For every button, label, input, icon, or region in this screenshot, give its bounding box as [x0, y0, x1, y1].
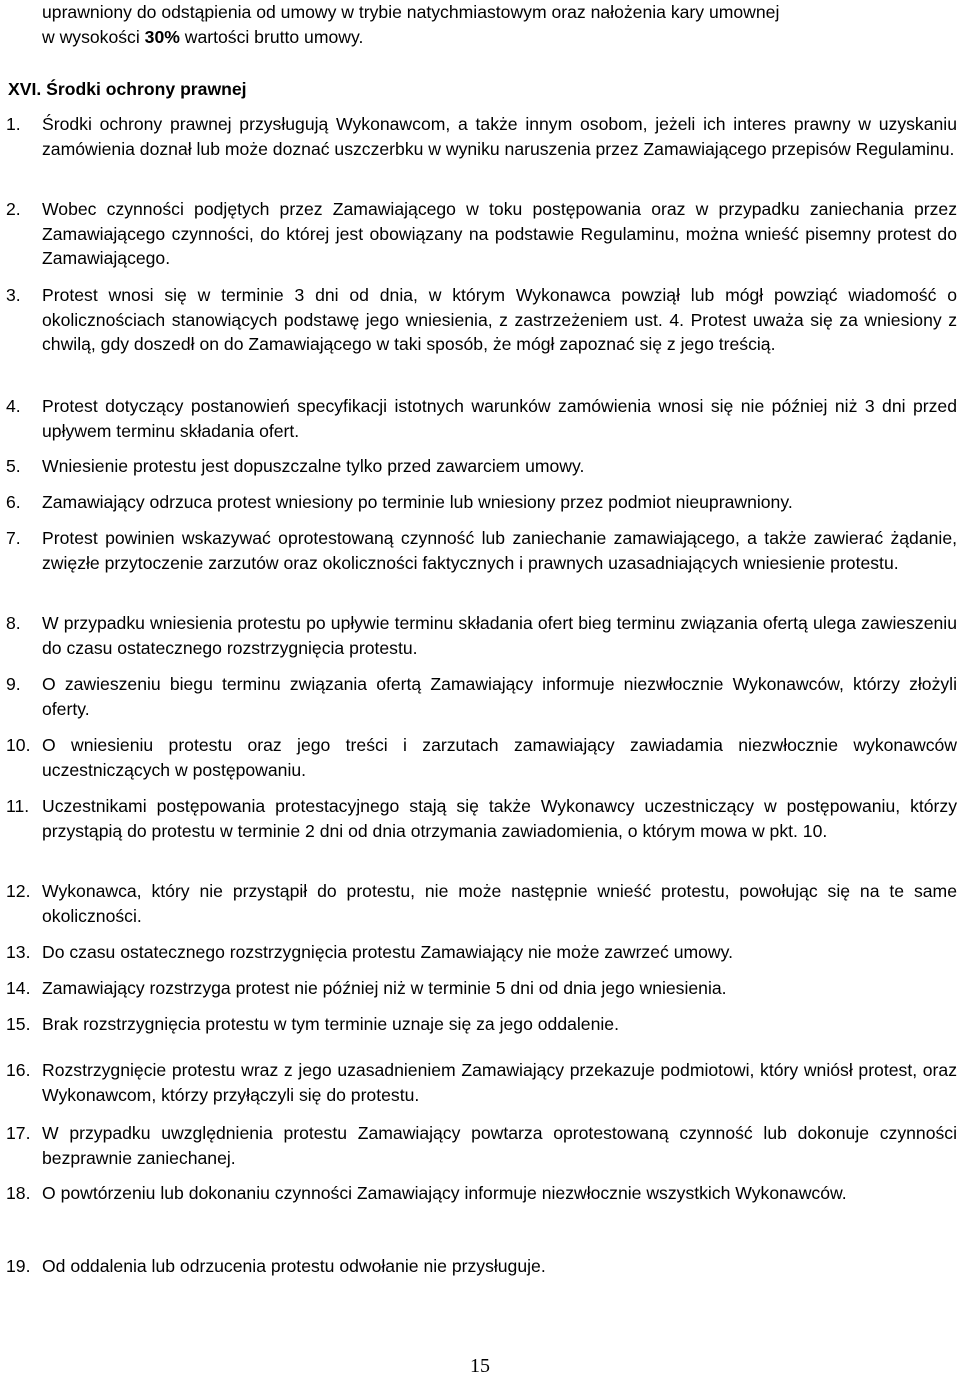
- list-item-15: [6, 1012, 957, 1037]
- item-number: 12.: [6, 881, 31, 901]
- list-item-7: [6, 526, 957, 575]
- intro-percent: 30%: [144, 26, 180, 47]
- item-number: 3.: [6, 285, 21, 305]
- list-item-11: [6, 794, 957, 843]
- item-text: O zawieszeniu biegu terminu związania ofertą Zamawiający informuje niezwłocznie Wykonawców, którzy złożyli oferty.: [42, 674, 957, 719]
- item-text: Wniesienie protestu jest dopuszczalne tylko przed zawarciem umowy.: [42, 456, 585, 476]
- item-number: 17.: [6, 1123, 31, 1143]
- item-number: 18.: [6, 1183, 31, 1203]
- list-item-16: [6, 1058, 957, 1107]
- item-number: 11.: [6, 796, 30, 816]
- item-number: 8.: [6, 613, 21, 633]
- item-text: Protest dotyczący postanowień specyfikacji istotnych warunków zamówienia wnosi się nie później niż 3 dni przed upływem terminu składania ofert.: [42, 396, 957, 441]
- item-text: Wykonawca, który nie przystąpił do protestu, nie może następnie wnieść protestu, powołując się na te same okoliczności.: [42, 881, 957, 926]
- list-item-8: [6, 611, 957, 660]
- item-text: Od oddalenia lub odrzucenia protestu odwołanie nie przysługuje.: [42, 1256, 546, 1276]
- item-text: Protest powinien wskazywać oprotestowaną czynność lub zaniechanie zamawiającego, a także zawierać żądanie, zwięzłe przytoczenie zarzutów oraz okoliczności faktycznych i prawnych uzasadniających wniesienie protestu.: [42, 528, 957, 573]
- item-text: Brak rozstrzygnięcia protestu w tym terminie uznaje się za jego oddalenie.: [42, 1014, 619, 1034]
- item-number: 19.: [6, 1256, 31, 1276]
- list-item-1: [6, 112, 957, 161]
- list-item-3: [6, 283, 957, 357]
- list-item-6: [6, 490, 957, 515]
- item-number: 4.: [6, 396, 21, 416]
- item-text: W przypadku wniesienia protestu po upływie terminu składania ofert bieg terminu związania ofertą ulega zawieszeniu do czasu ostatecznego rozstrzygnięcia protestu.: [42, 613, 957, 658]
- item-text: O powtórzeniu lub dokonaniu czynności Zamawiający informuje niezwłocznie wszystkich Wykonawców.: [42, 1183, 847, 1203]
- item-text: Wobec czynności podjętych przez Zamawiającego w toku postępowania oraz w przypadku zaniechania przez Zamawiającego czynności, do której jest obowiązany na podstawie Regulaminu, można wnieść pisemny protest do Zamawiającego.: [42, 199, 957, 268]
- item-number: 14.: [6, 978, 31, 998]
- item-text: Do czasu ostatecznego rozstrzygnięcia protestu Zamawiający nie może zawrzeć umowy.: [42, 942, 734, 962]
- intro-line-2-after: wartości brutto umowy.: [179, 26, 364, 47]
- list-item-19: [6, 1254, 957, 1279]
- list-item-18: [6, 1181, 957, 1206]
- intro-paragraph: [42, 0, 959, 49]
- item-text: Zamawiający odrzuca protest wniesiony po terminie lub wniesiony przez podmiot nieuprawniony.: [42, 492, 793, 512]
- item-number: 2.: [6, 199, 21, 219]
- item-number: 10.: [6, 735, 31, 755]
- list-item-13: [6, 940, 957, 965]
- list-item-14: [6, 976, 957, 1001]
- page-number: 15: [470, 1355, 490, 1377]
- item-text: Protest wnosi się w terminie 3 dni od dnia, w którym Wykonawca powziął lub mógł powziąć wiadomość o okolicznościach stanowiących podstawę jego wniesienia, z zastrzeżeniem ust. 4. Protest uważa się za wniesiony z chwilą, gdy doszedł on do Zamawiającego w taki sposób, że mógł zapoznać się z jego treścią.: [42, 285, 957, 354]
- item-number: 16.: [6, 1060, 31, 1080]
- intro-line-1: uprawniony do odstąpienia od umowy w trybie natychmiastowym oraz nałożenia kary umownej: [42, 2, 780, 22]
- item-text: Środki ochrony prawnej przysługują Wykonawcom, a także innym osobom, jeżeli ich interes prawny w uzyskaniu zamówienia doznał lub może doznać uszczerbku w wyniku naruszenia przez Zamawiającego przepisów Regulaminu.: [42, 114, 957, 159]
- item-text: Rozstrzygnięcie protestu wraz z jego uzasadnieniem Zamawiający przekazuje podmiotowi, który wniósł protest, oraz Wykonawcom, którzy przyłączyli się do protestu.: [42, 1060, 957, 1105]
- section-heading: XVI. Środki ochrony prawnej: [8, 79, 247, 99]
- item-number: 6.: [6, 492, 21, 512]
- item-number: 9.: [6, 674, 21, 694]
- intro-line-2-before: w wysokości: [42, 26, 145, 47]
- list-item-5: [6, 454, 957, 479]
- item-text: O wniesieniu protestu oraz jego treści i zarzutach zamawiający zawiadamia niezwłocznie wykonawców uczestniczących w postępowaniu.: [42, 735, 957, 780]
- intro-line-2: [42, 25, 959, 50]
- list-item-4: [6, 394, 957, 443]
- item-text: W przypadku uwzględnienia protestu Zamawiający powtarza oprotestowaną czynność lub dokonuje czynności bezprawnie zaniechanej.: [42, 1123, 957, 1168]
- item-number: 13.: [6, 942, 31, 962]
- list-item-9: [6, 672, 957, 721]
- item-text: Uczestnikami postępowania protestacyjnego stają się także Wykonawcy uczestniczący w postępowaniu, którzy przystąpią do protestu w terminie 2 dni od dnia otrzymania zawiadomienia, o którym mowa w pkt. 10.: [42, 796, 957, 841]
- item-text: Zamawiający rozstrzyga protest nie później niż w terminie 5 dni od dnia jego wniesienia.: [42, 978, 727, 998]
- item-number: 1.: [6, 114, 21, 134]
- list-item-10: [6, 733, 957, 782]
- list-item-12: [6, 879, 957, 928]
- list-item-17: [6, 1121, 957, 1170]
- item-number: 5.: [6, 456, 21, 476]
- item-number: 15.: [6, 1014, 31, 1034]
- list-item-2: [6, 197, 957, 271]
- item-number: 7.: [6, 528, 21, 548]
